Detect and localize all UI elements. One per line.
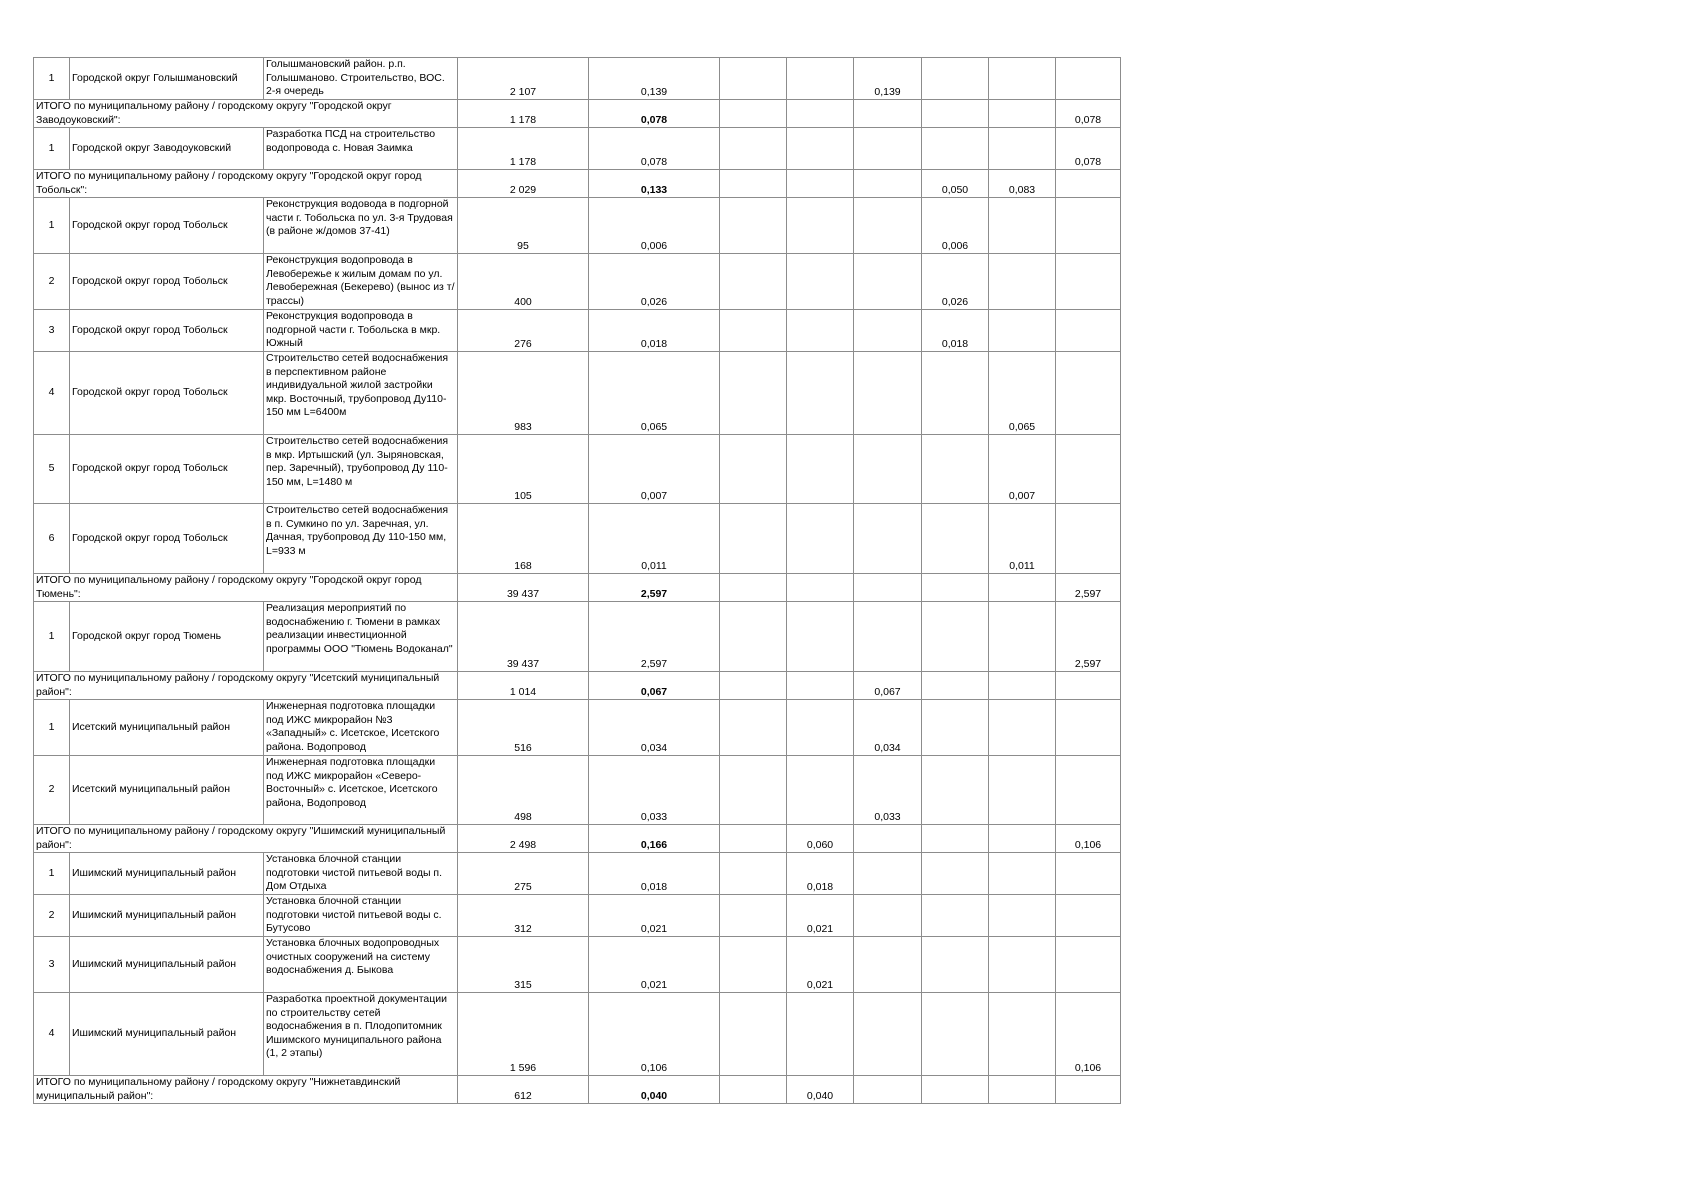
- description-cell: Установка блочной станции подготовки чистой питьевой воды п. Дом Отдыха: [264, 853, 458, 895]
- year-value-cell: [854, 170, 922, 198]
- total-cell: 0,065: [589, 352, 720, 435]
- year-value-cell: [922, 672, 989, 700]
- year-value-cell: [787, 310, 854, 352]
- year-value-cell: [854, 1076, 922, 1104]
- year-value-cell: [922, 937, 989, 993]
- year-value-cell: [1056, 198, 1121, 254]
- year-value-cell: [854, 937, 922, 993]
- cost-cell: 983: [458, 352, 589, 435]
- subtotal-label: ИТОГО по муниципальному району / городскому округу "Нижнетавдинский муниципальный район":: [34, 1076, 458, 1104]
- year-value-cell: [854, 100, 922, 128]
- subtotal-row: [34, 170, 1121, 198]
- year-value-cell: [787, 700, 854, 756]
- year-value-cell: [854, 435, 922, 504]
- year-value-cell: [1056, 1076, 1121, 1104]
- year-value-cell: [989, 853, 1056, 895]
- year-value-cell: [1056, 504, 1121, 574]
- year-value-cell: [787, 352, 854, 435]
- description-cell: Разработка проектной документации по строительству сетей водоснабжения в п. Плодопитомник Ишимского муниципального района (1, 2 этапы): [264, 993, 458, 1076]
- total-cell: 0,034: [589, 700, 720, 756]
- description-cell: Установка блочных водопроводных очистных сооружений на систему водоснабжения д. Быкова: [264, 937, 458, 993]
- table-row: [34, 895, 1121, 937]
- cost-cell: 39 437: [458, 602, 589, 672]
- description-cell: Реконструкция водовода в подгорной части г. Тобольска по ул. 3-я Трудовая (в районе ж/домов 37-41): [264, 198, 458, 254]
- table-row: [34, 254, 1121, 310]
- cost-cell: 275: [458, 853, 589, 895]
- description-cell: Строительство сетей водоснабжения в перспективном районе индивидуальной жилой застройки мкр. Восточный, трубопровод Ду110-150 мм L=6400м: [264, 352, 458, 435]
- year-value-cell: [854, 310, 922, 352]
- total-cell: 0,018: [589, 853, 720, 895]
- row-number: 4: [34, 993, 70, 1076]
- total-cell: 0,033: [589, 756, 720, 825]
- year-value-cell: 0,083: [989, 170, 1056, 198]
- total-cell: 0,078: [589, 100, 720, 128]
- year-value-cell: [787, 504, 854, 574]
- year-value-cell: [989, 602, 1056, 672]
- year-value-cell: [720, 574, 787, 602]
- year-value-cell: [922, 895, 989, 937]
- year-value-cell: [989, 700, 1056, 756]
- total-cell: 0,007: [589, 435, 720, 504]
- total-cell: 0,133: [589, 170, 720, 198]
- cost-cell: 612: [458, 1076, 589, 1104]
- table-row: [34, 58, 1121, 100]
- year-value-cell: [720, 937, 787, 993]
- year-value-cell: [854, 895, 922, 937]
- year-value-cell: 0,106: [1056, 993, 1121, 1076]
- year-value-cell: [854, 352, 922, 435]
- year-value-cell: [854, 825, 922, 853]
- row-number: 1: [34, 853, 70, 895]
- year-value-cell: [1056, 672, 1121, 700]
- year-value-cell: [989, 574, 1056, 602]
- year-value-cell: [787, 756, 854, 825]
- total-cell: 0,040: [589, 1076, 720, 1104]
- year-value-cell: 0,026: [922, 254, 989, 310]
- cost-cell: 1 596: [458, 993, 589, 1076]
- row-number: 3: [34, 937, 70, 993]
- row-number: 4: [34, 352, 70, 435]
- row-number: 1: [34, 58, 70, 100]
- municipality-cell: Исетский муниципальный район: [70, 700, 264, 756]
- municipality-cell: Городской округ город Тобольск: [70, 254, 264, 310]
- municipality-cell: Городской округ Заводоуковский: [70, 128, 264, 170]
- cost-cell: 312: [458, 895, 589, 937]
- row-number: 3: [34, 310, 70, 352]
- year-value-cell: 0,007: [989, 435, 1056, 504]
- municipality-cell: Исетский муниципальный район: [70, 756, 264, 825]
- cost-cell: 516: [458, 700, 589, 756]
- year-value-cell: [989, 254, 1056, 310]
- year-value-cell: [854, 853, 922, 895]
- subtotal-row: [34, 672, 1121, 700]
- year-value-cell: [989, 937, 1056, 993]
- year-value-cell: [720, 435, 787, 504]
- table-row: [34, 993, 1121, 1076]
- year-value-cell: [720, 128, 787, 170]
- row-number: 1: [34, 128, 70, 170]
- cost-cell: 39 437: [458, 574, 589, 602]
- subtotal-row: [34, 100, 1121, 128]
- year-value-cell: [787, 170, 854, 198]
- year-value-cell: [922, 1076, 989, 1104]
- row-number: 1: [34, 700, 70, 756]
- cost-cell: 498: [458, 756, 589, 825]
- year-value-cell: [720, 198, 787, 254]
- year-value-cell: [989, 100, 1056, 128]
- year-value-cell: [1056, 254, 1121, 310]
- year-value-cell: 0,011: [989, 504, 1056, 574]
- row-number: 6: [34, 504, 70, 574]
- year-value-cell: [720, 895, 787, 937]
- municipality-cell: Городской округ город Тобольск: [70, 352, 264, 435]
- description-cell: Инженерная подготовка площадки под ИЖС микрорайон «Северо-Восточный» с. Исетское, Исетского района, Водопровод: [264, 756, 458, 825]
- row-number: 2: [34, 895, 70, 937]
- year-value-cell: [720, 825, 787, 853]
- year-value-cell: [854, 602, 922, 672]
- cost-cell: 1 178: [458, 100, 589, 128]
- year-value-cell: [922, 602, 989, 672]
- year-value-cell: [720, 993, 787, 1076]
- table-row: [34, 756, 1121, 825]
- year-value-cell: [1056, 853, 1121, 895]
- year-value-cell: [720, 254, 787, 310]
- cost-cell: 168: [458, 504, 589, 574]
- year-value-cell: [787, 435, 854, 504]
- description-cell: Реконструкция водопровода в Левобережье к жилым домам по ул. Левобережная (Бекерево) (вынос из т/трассы): [264, 254, 458, 310]
- year-value-cell: [989, 310, 1056, 352]
- year-value-cell: [1056, 352, 1121, 435]
- year-value-cell: [1056, 756, 1121, 825]
- municipality-cell: Городской округ Голышмановский: [70, 58, 264, 100]
- year-value-cell: [922, 58, 989, 100]
- year-value-cell: 0,021: [787, 937, 854, 993]
- total-cell: 2,597: [589, 574, 720, 602]
- year-value-cell: 0,139: [854, 58, 922, 100]
- year-value-cell: 0,040: [787, 1076, 854, 1104]
- year-value-cell: [989, 895, 1056, 937]
- table-body: [34, 58, 1121, 1104]
- year-value-cell: [720, 310, 787, 352]
- year-value-cell: [922, 700, 989, 756]
- subtotal-label: ИТОГО по муниципальному району / городскому округу "Городской округ Заводоуковский":: [34, 100, 458, 128]
- total-cell: 0,011: [589, 504, 720, 574]
- year-value-cell: [989, 756, 1056, 825]
- year-value-cell: [1056, 310, 1121, 352]
- year-value-cell: [989, 672, 1056, 700]
- table-row: [34, 128, 1121, 170]
- year-value-cell: 0,106: [1056, 825, 1121, 853]
- year-value-cell: [787, 128, 854, 170]
- total-cell: 0,139: [589, 58, 720, 100]
- row-number: 2: [34, 254, 70, 310]
- year-value-cell: 0,018: [922, 310, 989, 352]
- year-value-cell: [989, 198, 1056, 254]
- total-cell: 0,021: [589, 895, 720, 937]
- year-value-cell: 0,033: [854, 756, 922, 825]
- year-value-cell: 0,078: [1056, 100, 1121, 128]
- year-value-cell: [1056, 700, 1121, 756]
- year-value-cell: [787, 602, 854, 672]
- year-value-cell: 0,006: [922, 198, 989, 254]
- year-value-cell: [1056, 170, 1121, 198]
- row-number: 2: [34, 756, 70, 825]
- description-cell: Строительство сетей водоснабжения в мкр. Иртышский (ул. Зыряновская, пер. Заречный), трубопровод Ду 110-150 мм, L=1480 м: [264, 435, 458, 504]
- municipality-cell: Ишимский муниципальный район: [70, 853, 264, 895]
- year-value-cell: [720, 1076, 787, 1104]
- cost-cell: 1 014: [458, 672, 589, 700]
- municipality-cell: Ишимский муниципальный район: [70, 937, 264, 993]
- year-value-cell: [854, 504, 922, 574]
- year-value-cell: [854, 198, 922, 254]
- subtotal-row: [34, 1076, 1121, 1104]
- municipality-cell: Ишимский муниципальный район: [70, 993, 264, 1076]
- year-value-cell: [989, 993, 1056, 1076]
- year-value-cell: [922, 756, 989, 825]
- year-value-cell: 0,021: [787, 895, 854, 937]
- total-cell: 0,021: [589, 937, 720, 993]
- year-value-cell: [989, 825, 1056, 853]
- total-cell: 0,166: [589, 825, 720, 853]
- year-value-cell: 0,078: [1056, 128, 1121, 170]
- year-value-cell: 0,067: [854, 672, 922, 700]
- year-value-cell: 2,597: [1056, 574, 1121, 602]
- year-value-cell: [922, 574, 989, 602]
- table-row: [34, 602, 1121, 672]
- cost-cell: 105: [458, 435, 589, 504]
- year-value-cell: [787, 198, 854, 254]
- year-value-cell: [720, 352, 787, 435]
- subtotal-label: ИТОГО по муниципальному району / городскому округу "Исетский муниципальный район":: [34, 672, 458, 700]
- total-cell: 0,026: [589, 254, 720, 310]
- row-number: 1: [34, 602, 70, 672]
- cost-cell: 400: [458, 254, 589, 310]
- municipality-cell: Городской округ город Тобольск: [70, 435, 264, 504]
- year-value-cell: [989, 58, 1056, 100]
- year-value-cell: [787, 100, 854, 128]
- year-value-cell: [720, 602, 787, 672]
- description-cell: Строительство сетей водоснабжения в п. Сумкино по ул. Заречная, ул. Дачная, трубопровод Ду 110-150 мм, L=933 м: [264, 504, 458, 574]
- description-cell: Разработка ПСД на строительство водопровода с. Новая Заимка: [264, 128, 458, 170]
- year-value-cell: [922, 435, 989, 504]
- table-row: [34, 352, 1121, 435]
- year-value-cell: [922, 100, 989, 128]
- row-number: 1: [34, 198, 70, 254]
- year-value-cell: [922, 993, 989, 1076]
- table-row: [34, 937, 1121, 993]
- table-row: [34, 198, 1121, 254]
- municipality-cell: Городской округ город Тюмень: [70, 602, 264, 672]
- subtotal-row: [34, 825, 1121, 853]
- year-value-cell: [854, 574, 922, 602]
- year-value-cell: [720, 170, 787, 198]
- total-cell: 0,006: [589, 198, 720, 254]
- table-row: [34, 853, 1121, 895]
- cost-cell: 2 498: [458, 825, 589, 853]
- table-row: [34, 700, 1121, 756]
- year-value-cell: [989, 1076, 1056, 1104]
- year-value-cell: [720, 700, 787, 756]
- year-value-cell: [1056, 435, 1121, 504]
- year-value-cell: [787, 58, 854, 100]
- municipality-cell: Городской округ город Тобольск: [70, 310, 264, 352]
- cost-cell: 2 107: [458, 58, 589, 100]
- cost-cell: 2 029: [458, 170, 589, 198]
- table-row: [34, 435, 1121, 504]
- year-value-cell: [922, 128, 989, 170]
- subtotal-row: [34, 574, 1121, 602]
- cost-cell: 1 178: [458, 128, 589, 170]
- table-row: [34, 504, 1121, 574]
- year-value-cell: [854, 993, 922, 1076]
- municipality-cell: Ишимский муниципальный район: [70, 895, 264, 937]
- year-value-cell: [787, 254, 854, 310]
- year-value-cell: [720, 58, 787, 100]
- year-value-cell: [720, 100, 787, 128]
- year-value-cell: 0,065: [989, 352, 1056, 435]
- year-value-cell: 0,050: [922, 170, 989, 198]
- description-cell: Реконструкция водопровода в подгорной части г. Тобольска в мкр. Южный: [264, 310, 458, 352]
- table-row: [34, 310, 1121, 352]
- year-value-cell: [1056, 895, 1121, 937]
- year-value-cell: [720, 504, 787, 574]
- description-cell: Реализация мероприятий по водоснабжению г. Тюмени в рамках реализации инвестиционной программы ООО "Тюмень Водоканал": [264, 602, 458, 672]
- year-value-cell: 2,597: [1056, 602, 1121, 672]
- investment-table: [33, 57, 1121, 1104]
- year-value-cell: [787, 993, 854, 1076]
- municipality-cell: Городской округ город Тобольск: [70, 198, 264, 254]
- subtotal-label: ИТОГО по муниципальному району / городскому округу "Городской округ город Тюмень":: [34, 574, 458, 602]
- year-value-cell: [1056, 58, 1121, 100]
- cost-cell: 276: [458, 310, 589, 352]
- year-value-cell: [854, 128, 922, 170]
- description-cell: Голышмановский район. р.п. Голышманово. Строительство, ВОС. 2-я очередь: [264, 58, 458, 100]
- year-value-cell: [922, 825, 989, 853]
- year-value-cell: [922, 853, 989, 895]
- year-value-cell: 0,018: [787, 853, 854, 895]
- year-value-cell: [787, 672, 854, 700]
- year-value-cell: [922, 352, 989, 435]
- cost-cell: 315: [458, 937, 589, 993]
- municipality-cell: Городской округ город Тобольск: [70, 504, 264, 574]
- year-value-cell: [922, 504, 989, 574]
- year-value-cell: [989, 128, 1056, 170]
- total-cell: 2,597: [589, 602, 720, 672]
- total-cell: 0,106: [589, 993, 720, 1076]
- year-value-cell: [854, 254, 922, 310]
- year-value-cell: [720, 756, 787, 825]
- cost-cell: 95: [458, 198, 589, 254]
- subtotal-label: ИТОГО по муниципальному району / городскому округу "Ишимский муниципальный район":: [34, 825, 458, 853]
- description-cell: Установка блочной станции подготовки чистой питьевой воды с. Бутусово: [264, 895, 458, 937]
- year-value-cell: [787, 574, 854, 602]
- total-cell: 0,078: [589, 128, 720, 170]
- total-cell: 0,067: [589, 672, 720, 700]
- subtotal-label: ИТОГО по муниципальному району / городскому округу "Городской округ город Тобольск":: [34, 170, 458, 198]
- row-number: 5: [34, 435, 70, 504]
- year-value-cell: 0,034: [854, 700, 922, 756]
- description-cell: Инженерная подготовка площадки под ИЖС микрорайон №3 «Западный» с. Исетское, Исетского района. Водопровод: [264, 700, 458, 756]
- year-value-cell: 0,060: [787, 825, 854, 853]
- total-cell: 0,018: [589, 310, 720, 352]
- year-value-cell: [720, 672, 787, 700]
- year-value-cell: [1056, 937, 1121, 993]
- year-value-cell: [720, 853, 787, 895]
